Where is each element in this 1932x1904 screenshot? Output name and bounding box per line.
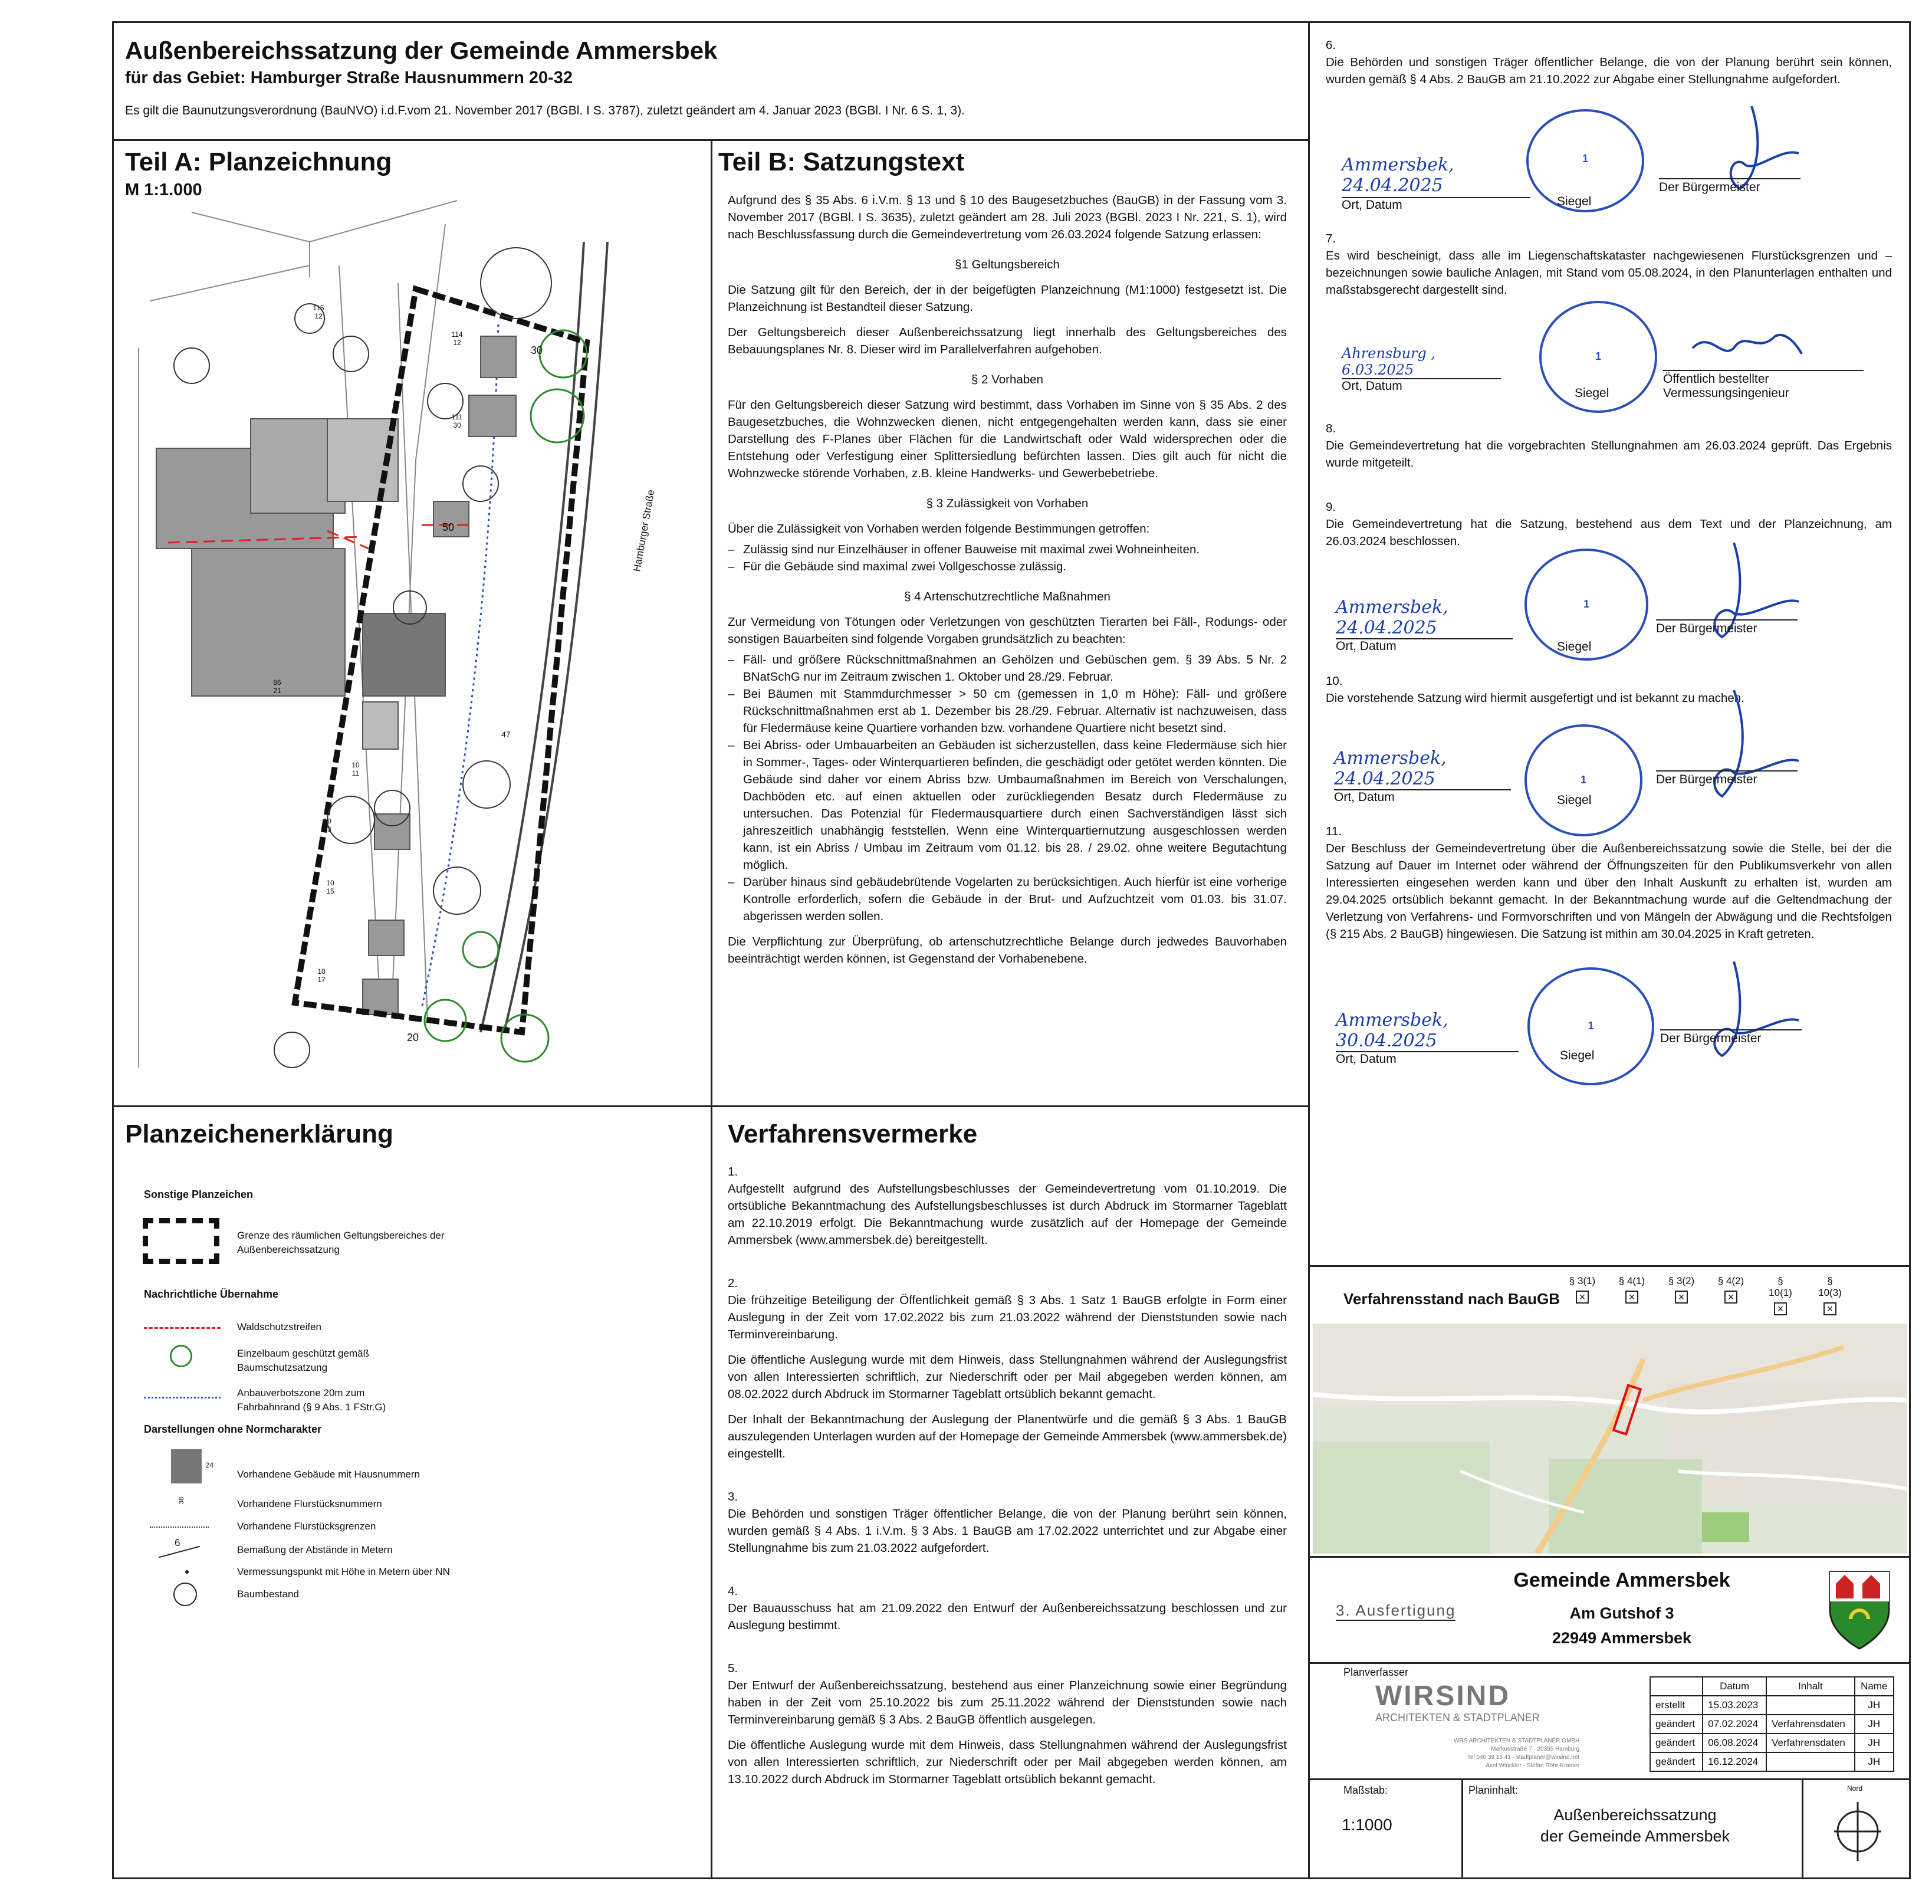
seal-label: Siegel [1560,1049,1595,1062]
page-title: Außenbereichssatzung der Gemeinde Ammersbek [125,37,718,64]
divider-footer [1308,1556,1911,1558]
bm-label: Der Bürgermeister [1660,1029,1802,1046]
intro: Aufgrund des § 35 Abs. 6 i.V.m. § 13 und § 10 des Baugesetzbuches (BauGB) in der Fassung vom 3. November 2017 (BGBl. I S. 3635), zuletzt geändert am 28. Juli 2023 (BGBl. 2023 I Nr. 221, S. 1), wird nach Beschlussfassung durch die Gemeindevertretung vom 26.03.2024 folgende Satzung erlassen: [728,193,1287,241]
paragraph: Der Geltungsbereich dieser Außenbereichssatzung liegt innerhalb des Geltungsbereiches des Bebauungsplanes Nr. 8. Dieser wird im Parallelverfahren aufgehoben. [728,326,1287,356]
vermerk: Die öffentliche Auslegung wurde mit dem Hinweis, dass Stellungnahmen während der Auslegungsfrist von allen Interessierten schriftlich, zur Niederschrift oder per Mail abgegeben werden können, am 13.10.2022 durch Abdruck im Stormarner Tageblatt ortsüblich bekannt gemacht. [728,1738,1287,1786]
firm-subtitle: ARCHITEKTEN & STADTPLANER [1375,1712,1540,1724]
north-label: Nord [1846,1784,1862,1793]
vermerk-6: 6. Die Behörden und sonstigen Träger öffentlicher Belange, die von der Planung berührt sein können, wurden gemäß § 4 Abs. 2 BauGB am 21.10.2022 zur Abgabe einer Stellungnahme aufgefordert. [1326,38,1892,86]
parcel-number: 10 13 [323,817,331,833]
table-row: geändert 06.08.2024 Verfahrensdaten JH [1650,1734,1894,1752]
list-item: – Fäll- und größere Rückschnittmaßnahmen an Gehölzen und Gebüschen gem. § 39 Abs. 5 Nr. 2 BNatSchG nur im Zeitraum zwischen 1. Oktober und 28./29. Februar. [743,651,1287,685]
signature [1698,961,1805,1068]
checked-box-icon: × [1576,1291,1589,1304]
paragraph: Über die Zulässigkeit von Vorhaben werden folgende Bestimmungen getroffen: [728,522,1150,536]
massstab-label: Maßstab: [1343,1784,1388,1796]
legend-section: Darstellungen ohne Normcharakter [144,1423,322,1435]
anbau-symbol [144,1397,221,1399]
list-item: – Darüber hinaus sind gebäudebrütende Vogelarten zu berücksichtigen. Auch hierfür ist eine vorherige Kontrolle erforderlich, sofern die Gebäude in der Brut- und Aufzuchtzeit vom 01.03. bis 31.07. abgerissen werden sollen. [743,874,1287,925]
section-heading: § 3 Zulässigkeit von Vorhaben [926,497,1089,510]
list-item: – Bei Abriss- oder Umbauarbeiten an Gebäuden ist sicherzustellen, dass keine Fledermäuse sich hier in Sommer-, Tages- oder Winterquartieren befinden, die geschädigt oder getötet werden könnten. Die Gebäude sind daher vor einem Abriss bzw. Umbaumaßnahmen im Bereich von Verschalungen, Dachböden etc. auf einen aktuellen oder zurückliegenden Besatz durch Fledermäuse zu untersuchen. Das Potenzial für Fledermausquartiere durch einen Sachverständigen lässt sich jahreszeitlich unabhängig feststellen. Wenn eine Winterquartiernutzung ausgeschlossen werden kann, ist ein Abriss / Umbau im Zeitraum vom 01.12. bis 28. / 29.02. ohne weitere Begutachtung möglich. [743,737,1287,874]
stand-columns [1569,1275,1844,1315]
dimension-icon: 6 [175,1537,180,1548]
divider-right [1308,21,1310,1879]
stand-col: § 10(3) × [1818,1275,1842,1315]
seal-stamp: 1 [1539,301,1657,413]
wald-symbol [144,1327,221,1329]
flur-icon: 38 [178,1496,186,1505]
legend-text: Bemaßung der Abstände in Metern [237,1544,393,1555]
handwritten-date: Ammersbek, 24.04.2025 [1342,155,1530,198]
page-subtitle: für das Gebiet: Hamburger Straße Hausnummern 20-32 [125,68,573,87]
firm-logo: WIRSIND [1375,1680,1510,1712]
sign-block-2: Ahrensburg , 6.03.2025 Ort, Datum [1342,345,1501,393]
checked-box-icon: × [1774,1302,1787,1315]
stand-col: § 4(1) × [1618,1275,1645,1303]
stand-col: § 4(2) × [1717,1275,1744,1303]
massstab-value: 1:1000 [1342,1816,1392,1834]
boundary-symbol [143,1218,219,1264]
seal-stamp: 1 [1526,109,1644,212]
handwritten-date: Ammersbek, 30.04.2025 [1336,1010,1519,1052]
divider-firm [1308,1662,1911,1664]
seal-stamp: 1 [1527,967,1654,1085]
legend-title: Planzeichenerklärung [125,1120,393,1148]
legend-section: Sonstige Planzeichen [144,1189,254,1200]
planinhalt-label: Planinhalt: [1468,1784,1519,1796]
legend-text: Baumbestand [237,1588,299,1600]
section-heading: § 4 Artenschutzrechtliche Maßnahmen [904,590,1110,603]
divider-massstab [1308,1778,1911,1780]
revision-table: Datum Inhalt Name erstellt 15.03.2023 JH geändert 07.02.2024 Verfahrensdaten JH geändert 06.08.2024 Verfahrensdaten JH geändert 16.12.2024 JH [1650,1676,1894,1772]
tree-icon [170,1345,192,1367]
legend-text: Anbauverbotszone 20m zum Fahrbahnrand (§ 9 Abs. 1 FStr.G) [237,1387,386,1413]
plan-number: 20 [407,1032,419,1043]
bm-label: Der Bürgermeister [1656,770,1798,787]
vermerk: Die frühzeitige Beteiligung der Öffentlichkeit gemäß § 3 Abs. 1 Satz 1 BauGB erfolgte in Form einer Auslegung in der Zeit vom 17.02.2022 bis zum 21.03.2022 während der Dienststunden sowie nach Terminvereinbarung. [728,1294,1287,1341]
stand-col: § 10(1) × [1769,1275,1792,1315]
handwritten-date: Ammersbek, 24.04.2025 [1336,597,1513,639]
bm-label: Der Bürgermeister [1656,619,1798,636]
handwritten-date: Ammersbek, 24.04.2025 [1334,748,1511,790]
divider-mid [711,139,712,1879]
list-item: – Zulässig sind nur Einzelhäuser in offener Bauweise mit maximal zwei Wohneinheiten. [743,541,1287,558]
vermerk: Die öffentliche Auslegung wurde mit dem Hinweis, dass Stellungnahmen während der Auslegungsfrist von allen Interessierten schriftlich, zur Niederschrift oder per Mail abgegeben werden können, am 08.02.2022 durch Abdruck im Stormarner Tageblatt ortsüblich bekannt gemacht. [728,1353,1287,1401]
legend-text: Vermessungspunkt mit Höhe in Metern über NN [237,1566,450,1577]
checked-box-icon: × [1823,1302,1836,1315]
parcel-number: 10 11 [351,761,360,777]
vermerk-10: 10. Die vorstehende Satzung wird hiermit ausgefertigt und ist bekannt zu machen. [1326,674,1744,705]
table-row: geändert 16.12.2024 JH [1650,1752,1894,1771]
vi-label: Öffentlich bestellter Vermessungsingenieur [1663,370,1864,401]
street-label: Hamburger Straße [631,488,657,573]
table-row: erstellt 15.03.2023 JH [1650,1696,1894,1715]
parcel-number: 10 17 [317,967,326,984]
parcel-number: 10 15 [326,879,334,895]
checked-box-icon: × [1675,1291,1688,1304]
plan-drawing [115,195,708,1097]
parcel-number: 115 12 [313,304,324,320]
stand-col: § 3(2) × [1668,1275,1695,1303]
legend-text: Grenze des räumlichen Geltungsbereiches der Außenbereichssatzung [237,1230,445,1255]
paragraph: Die Verpflichtung zur Überprüfung, ob artenschutzrechtliche Belange durch jedwedes Bauvorhaben beeinträchtigt werden können, ist Gegenstand der Vorhabenebene. [728,935,1287,966]
vermerk-9: 9. Die Gemeindevertretung hat die Satzung, bestehend aus dem Text und der Planzeichnung, am 26.03.2024 beschlossen. [1326,500,1892,548]
teil-b-text [728,192,1287,976]
vermerk: Der Entwurf der Außenbereichssatzung, bestehend aus einer Planzeichnung sowie einer Begründung haben in der Zeit vom 25.10.2022 bis zum 25.11.2022 während der Dienststunden sowie nach Terminvereinbarung gemäß § 3 Abs. 2 BauGB öffentlich ausgelegen. [728,1679,1287,1726]
seal-label: Siegel [1575,386,1609,400]
stand-col: § 3(1) × [1569,1275,1596,1303]
signature [1687,313,1805,372]
list-item: – Bei Bäumen mit Stammdurchmesser > 50 cm (gemessen in 1,0 m Höhe): Fäll- und größere Rückschnittmaßnahmen erst ab 1. Dezember bis 28./29. Februar. Alternativ ist nachzuweisen, dass für Fledermäuse keine Quartiere vorhanden bzw. vorhandene Quartiere nicht besetzt sind. [743,685,1287,737]
handwritten-date: Ahrensburg , 6.03.2025 [1342,345,1501,379]
plan-number: 50 [442,521,455,533]
ausfertigung: 3. Ausfertigung [1336,1601,1455,1621]
seal-label: Siegel [1557,195,1592,208]
verfahren-title: Verfahrensvermerke [728,1120,978,1148]
grenze-symbol [150,1527,209,1528]
building-icon: 24 [171,1449,202,1483]
survey-point-icon [185,1570,189,1574]
vermerk: Der Bauausschuss hat am 21.09.2022 den Entwurf der Außenbereichssatzung beschlossen und zur Auslegung bestimmt. [728,1601,1287,1632]
gemeinde-addr2: 22949 Ammersbek [1552,1629,1692,1647]
seal-stamp: 1 [1524,724,1642,836]
divider-legend [112,1105,1309,1107]
seal-stamp: 1 [1524,549,1648,661]
planverfasser-label: Planverfasser [1343,1666,1409,1678]
stand-title: Verfahrensstand nach BauGB [1343,1290,1560,1308]
paragraph: Für den Geltungsbereich dieser Satzung wird bestimmt, dass Vorhaben im Sinne von § 35 Abs. 2 des Baugesetzbuches, die Wohnzwecken dienen, nicht entgegengehalten werden kann, dass sie einer Darstellung des F-Planes über Flächen für die Landwirtschaft oder Wald widersprechen oder die Entstehung oder Verfestigung einer Splittersiedlung befürchten lassen. Dies gilt auch für nicht die Wohnzwecke störende Vorhaben, z.B. kleine Handwerks- und Gewerbebetriebe. [728,398,1287,480]
divider-m2 [1802,1778,1803,1879]
vermerk: Aufgestellt aufgrund des Aufstellungsbeschlusses der Gemeindevertretung vom 01.10.2019. Die ortsübliche Bekanntmachung des Aufstellungsbeschlusses ist durch Abdruck im Stormarner Tageblatt am 22.10.2019 erfolgt. Die Bekanntmachung wurde zusätzlich auf der Homepage der Gemeinde Ammersbek (www.ammersbek.de) bereitgestellt. [728,1182,1287,1247]
checked-box-icon: × [1724,1291,1737,1304]
parcel-number: 111 30 [451,413,463,429]
teil-a-title: Teil A: Planzeichnung [125,147,392,176]
firm-address: WRS ARCHITEKTEN & STADTPLANER GMBH Markusstraße 7 · 20355 Hamburg Tel 040 39 15 41 · stadtplaner@wirsind.net Axel Winckler · Stefan Röhr-Kramer [1454,1738,1580,1769]
gemeinde-name: Gemeinde Ammersbek [1513,1569,1730,1591]
sign-block-4: Ammersbek, 24.04.2025 Ort, Datum [1334,748,1511,805]
legend-text: Einzelbaum geschützt gemäß Baumschutzsatzung [237,1348,369,1373]
parcel-number: 86 21 [273,678,281,695]
table-row: geändert 07.02.2024 Verfahrensdaten JH [1650,1715,1894,1734]
planinhalt-2: der Gemeinde Ammersbek [1540,1827,1730,1845]
tree-existing-icon [173,1583,197,1606]
seal-label: Siegel [1557,640,1592,654]
legend-text: Vorhandene Flurstücksgrenzen [237,1521,376,1532]
section-heading: § 2 Vorhaben [971,373,1043,386]
vermerk-8: 8. Die Gemeindevertretung hat die vorgebrachten Stellungnahmen am 26.03.2024 geprüft. Das Ergebnis wurde mitgeteilt. [1326,422,1892,470]
vermerk: Die Behörden und sonstigen Träger öffentlicher Belange, die von der Planung berührt sein können, wurden gemäß § 4 Abs. 1 i.V.m. § 3 Abs. 1 BauGB am 17.02.2022 unterrichtet und zur Abgabe einer Stellungnahme bis zum 21.03.2022 aufgefordert. [728,1507,1287,1555]
section-heading: §1 Geltungsbereich [955,258,1060,271]
signature [1698,690,1805,808]
legend-section: Nachrichtliche Übernahme [144,1288,279,1300]
legend-text: Vorhandene Flurstücksnummern [237,1498,382,1509]
plan-number: 47 [501,730,511,739]
divider-m1 [1461,1778,1463,1879]
coat-of-arms-icon [1827,1569,1892,1652]
sign-block-5: Ammersbek, 30.04.2025 Ort, Datum [1336,1010,1519,1066]
gemeinde-addr1: Am Gutshof 3 [1569,1604,1674,1622]
north-arrow-icon [1834,1799,1881,1864]
vermerk-7: 7. Es wird bescheinigt, dass alle im Liegenschaftskataster nachgewiesenen Flurstücksgrenzen und –bezeichnungen sowie bauliche Anlagen, mit Stand vom 05.08.2024, in den Planunterlagen enthalten und maßstabsgerecht dargestellt sind. [1326,232,1892,297]
baunvo-note: Es gilt die Baunutzungsverordnung (BauNVO) i.d.F.vom 21. November 2017 (BGBl. I S. 3787), zuletzt geändert am 4. Januar 2023 (BGBl. I Nr. 6 S. 1, 3). [125,104,965,117]
teil-b-title: Teil B: Satzungstext [718,147,965,176]
plan-number: 30 [531,344,543,356]
checked-box-icon: × [1625,1291,1638,1304]
list-item: – Für die Gebäude sind maximal zwei Vollgeschosse zulässig. [743,558,1287,575]
teil-a-scale: M 1:1.000 [125,180,202,199]
divider-stand [1308,1265,1911,1267]
legend-text: Waldschutzstreifen [237,1321,321,1332]
legend-text: Vorhandene Gebäude mit Hausnummern [237,1469,420,1480]
divider-header [112,139,1309,141]
location-map [1313,1324,1907,1554]
sign-block-3: Ammersbek, 24.04.2025 Ort, Datum [1336,597,1513,654]
seal-label: Siegel [1557,793,1592,807]
parcel-number: 114 12 [451,330,463,347]
sign-block-1: Ammersbek, 24.04.2025 Ort, Datum [1342,155,1530,212]
paragraph: Die Satzung gilt für den Bereich, der in der beigefügten Planzeichnung (M1:1000) festgesetzt ist. Die Planzeichnung ist Bestandteil dieser Satzung. [728,283,1287,314]
planinhalt-1: Außenbereichssatzung [1553,1806,1717,1824]
bm-label: Der Bürgermeister [1659,178,1800,195]
vermerk: Der Inhalt der Bekanntmachung der Auslegung der Planentwürfe und die gemäß § 3 Abs. 1 BauGB auszulegenden Unterlagen wurden auf der Homepage der Gemeinde Ammersbek (www.ammersbek.de) eingestellt. [728,1413,1287,1460]
verfahren-left: 1. Aufgestellt aufgrund des Aufstellungsbeschlusses der Gemeindevertretung vom 01.10.2019. Die ortsübliche Bekanntmachung des Aufstellungsbeschlusses ist durch Abdruck im Stormarner Tageblatt am 22.10.2019 erfolgt. Die Bekanntmachung wurde zusätzlich auf der Homepage der Gemeinde Ammersbek (www.ammersbek.de) bereitgestellt. 2. Die frühzeitige Beteiligung der Öffentlichkeit gemäß § 3 Abs. 1 Satz 1 BauGB erfolgte in Form einer Auslegung in der Zeit vom 17.02.2022 bis zum 21.03.2022 während der Dienststunden sowie nach Terminvereinbarung. Die öffentliche Auslegung wurde mit dem Hinweis, dass Stellungnahmen während der Auslegungsfrist von allen Interessierten schriftlich, zur Niederschrift oder per Mail abgegeben werden können, am 08.02.2022 durch Abdruck im Stormarner Tageblatt ortsüblich bekannt gemacht. Der Inhalt der Bekanntmachung der Auslegung der Planentwürfe und die gemäß § 3 Abs. 1 BauGB auszulegenden Unterlagen wurden auf der Homepage der Gemeinde Ammersbek (www.ammersbek.de) eingestellt. 3. Die Behörden und sonstigen Träger öffentlicher Belange, die von der Planung berührt sein können, wurden gemäß § 4 Abs. 1 i.V.m. § 3 Abs. 1 BauGB am 17.02.2022 unterrichtet und zur Abgabe einer Stellungnahme bis zum 21.03.2022 aufgefordert. 4. Der Bauausschuss hat am 21.09.2022 den Entwurf der Außenbereichssatzung beschlossen und zur Auslegung bestimmt. 5. Der Entwurf der Außenbereichssatzung, bestehend aus einer Planzeichnung sowie einer Begründung haben in der Zeit vom 25.10.2022 bis zum 25.11.2022 während der Dienststunden sowie nach Terminvereinbarung gemäß § 3 Abs. 2 BauGB öffentlich ausgelegen. Die öffentliche Auslegung wurde mit dem Hinweis, dass Stellungnahmen während der Auslegungsfrist von allen Interessierten schriftlich, zur Niederschrift oder per Mail abgegeben werden können, am 13.10.2022 durch Abdruck im Stormarner Tageblatt ortsüblich bekannt gemacht. [728,1163,1287,1796]
vermerk-11: 11. Der Beschluss der Gemeindevertretung über die Außenbereichssatzung sowie die Stelle, bei der die Satzung auf Dauer im Internet oder während der Öffnungszeiten für den Publikumsverkehr von allen Interessierten eingesehen werden kann und über den Inhalt Auskunft zu erhalten ist, wurden am 29.04.2025 ortsüblich bekannt gemacht. In der Bekanntmachung wurde auf die Geltendmachung der Verletzung von Verfahrens- und Formvorschriften und von Mängeln der Abwägung und die Rechtsfolgen (§ 215 Abs. 2 BauGB) hingewiesen. Die Satzung ist mithin am 30.04.2025 in Kraft getreten. [1326,825,1892,941]
paragraph: Zur Vermeidung von Tötungen oder Verletzungen von geschützten Tierarten bei Fäll-, Rodungs- oder sonstigen Bauarbeiten sind folgende Vorgaben grundsätzlich zu beachten: [728,615,1287,646]
